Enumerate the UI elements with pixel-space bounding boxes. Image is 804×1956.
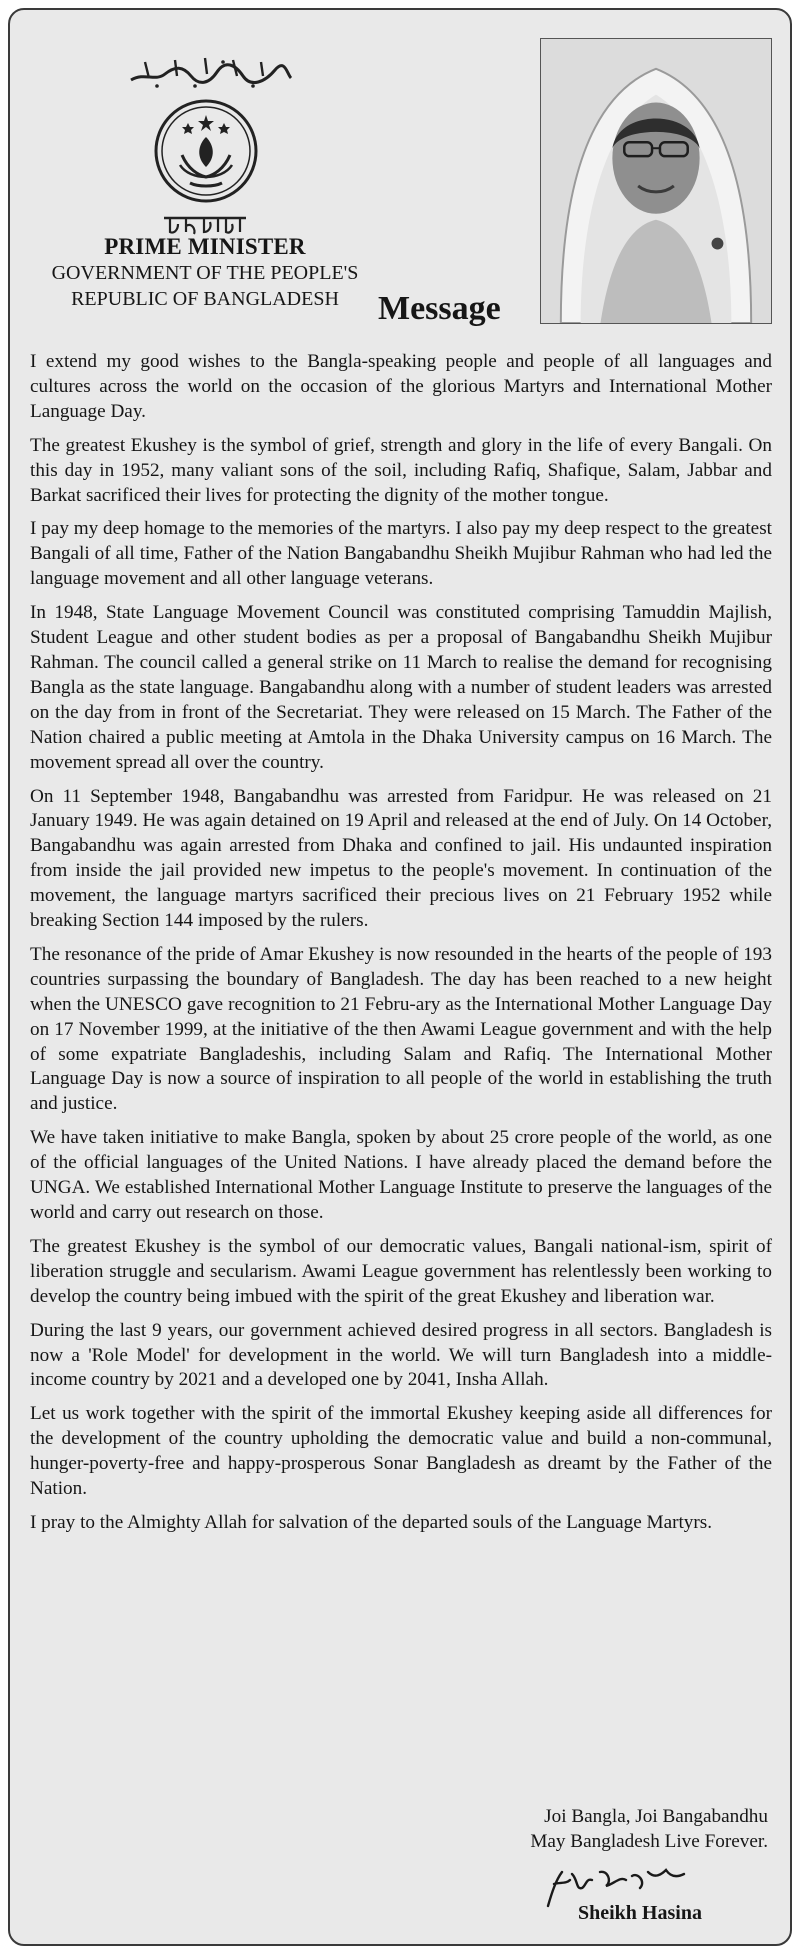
portrait-photo xyxy=(540,38,772,324)
message-card xyxy=(8,8,792,1946)
header xyxy=(10,10,794,330)
message-body xyxy=(30,350,772,1545)
government-line-2: REPUBLIC OF BANGLADESH xyxy=(71,288,339,310)
paragraph: The greatest Ekushey is the symbol of grief, strength and glory in the life of every Bangali. On this day in 1952, many valiant sons of the soil, including Rafiq, Shafique, Salam, Jabbar and Barkat sacrificed their lives for protecting the dignity of the mother tongue. xyxy=(30,434,772,506)
message-title: Message xyxy=(378,290,501,327)
paragraph: I pay my deep homage to the memories of the martyrs. I also pay my deep respect to the greatest Bangali of all time, Father of the Nation Bangabandhu Sheikh Mujibur Rahman who had led the language movement and all other language veterans. xyxy=(30,518,772,590)
paragraph: I pray to the Almighty Allah for salvation of the departed souls of the Language Martyrs. xyxy=(30,1511,713,1533)
paragraph: I extend my good wishes to the Bangla-speaking people and people of all languages and cultures across the world on the occasion of the glorious Martyrs and International Mother Language Day. xyxy=(30,351,772,422)
closing-line-1: Joi Bangla, Joi Bangabandhu xyxy=(544,1806,768,1827)
state-emblem-icon xyxy=(150,95,262,207)
closing-block xyxy=(530,1805,768,1855)
signer-name: Sheikh Hasina xyxy=(578,1902,702,1924)
paragraph: The resonance of the pride of Amar Ekushey is now resounded in the hearts of the people of 193 countries surpassing the boundary of Bangladesh. The day has been reached to a new height when the UNESCO gave recognition to 21 Febru-ary as the International Mother Language Day on 17 November 1999, at the initiative of the then Awami League government and with the help of some expatriate Bangladeshis, including Salam and Rafiq. The International Mother Language Day is now a source of inspiration to all people of the world in establishing the truth and justice. xyxy=(30,943,772,1115)
paragraph: In 1948, State Language Movement Council was constituted comprising Tamuddin Majlish, Student League and other student bodies as per a proposal of Bangabandhu Sheikh Mujibur Rahman. The council called a general strike on 11 March to realise the demand for recognising Bangla as the state language. Bangabandhu along with a number of student leaders was arrested on the day from in front of the Secretariat. They were released on 15 March. The Father of the Nation chaired a public meeting at Amtola in the Dhaka University campus on 16 March. The movement spread all over the country. xyxy=(30,602,772,773)
paragraph: Let us work together with the spirit of the immortal Ekushey keeping aside all differences for the development of the country upholding the democratic value and build a non-communal, hunger-poverty-free and happy-prosperous Sonar Bangladesh as dreamt by the Father of the Nation. xyxy=(30,1403,772,1500)
government-line-1: GOVERNMENT OF THE PEOPLE'S xyxy=(51,262,359,284)
paragraph: On 11 September 1948, Bangabandhu was arrested from Faridpur. He was released on 21 January 1949. He was again detained on 19 April and released at the end of July. On 14 October, Bangabandhu was again arrested from Dhaka and confined to jail. His undaunted inspiration from inside the jail provided new impetus to the people's movement. In continuation of the movement, the language martyrs sacrificed their precious lives on 21 February 1952 while breaking Section 144 imposed by the rulers. xyxy=(30,785,772,932)
paragraph: During the last 9 years, our government achieved desired progress in all sectors. Bangladesh is now a 'Role Model' for development in the world. We will turn Bangladesh into a middle-income country by 2021 and a developed one by 2041, Insha Allah. xyxy=(30,1319,772,1391)
closing-line-2: May Bangladesh Live Forever. xyxy=(530,1830,768,1852)
paragraph: The greatest Ekushey is the symbol of our democratic values, Bangali national-ism, spirit of liberation struggle and secularism. Awami League government has relentlessly been working to develop the country being imbued with the spirit of the great Ekushey and liberation war. xyxy=(30,1235,772,1307)
calligraphy-icon xyxy=(125,52,295,92)
paragraph: We have taken initiative to make Bangla, spoken by about 25 crore people of the world, as one of the official languages of the United Nations. I have already placed the demand before the UNGA. We established International Mother Language Institute to preserve the languages of the world and carry out research on those. xyxy=(30,1127,772,1223)
office-title: PRIME MINISTER xyxy=(104,234,306,259)
